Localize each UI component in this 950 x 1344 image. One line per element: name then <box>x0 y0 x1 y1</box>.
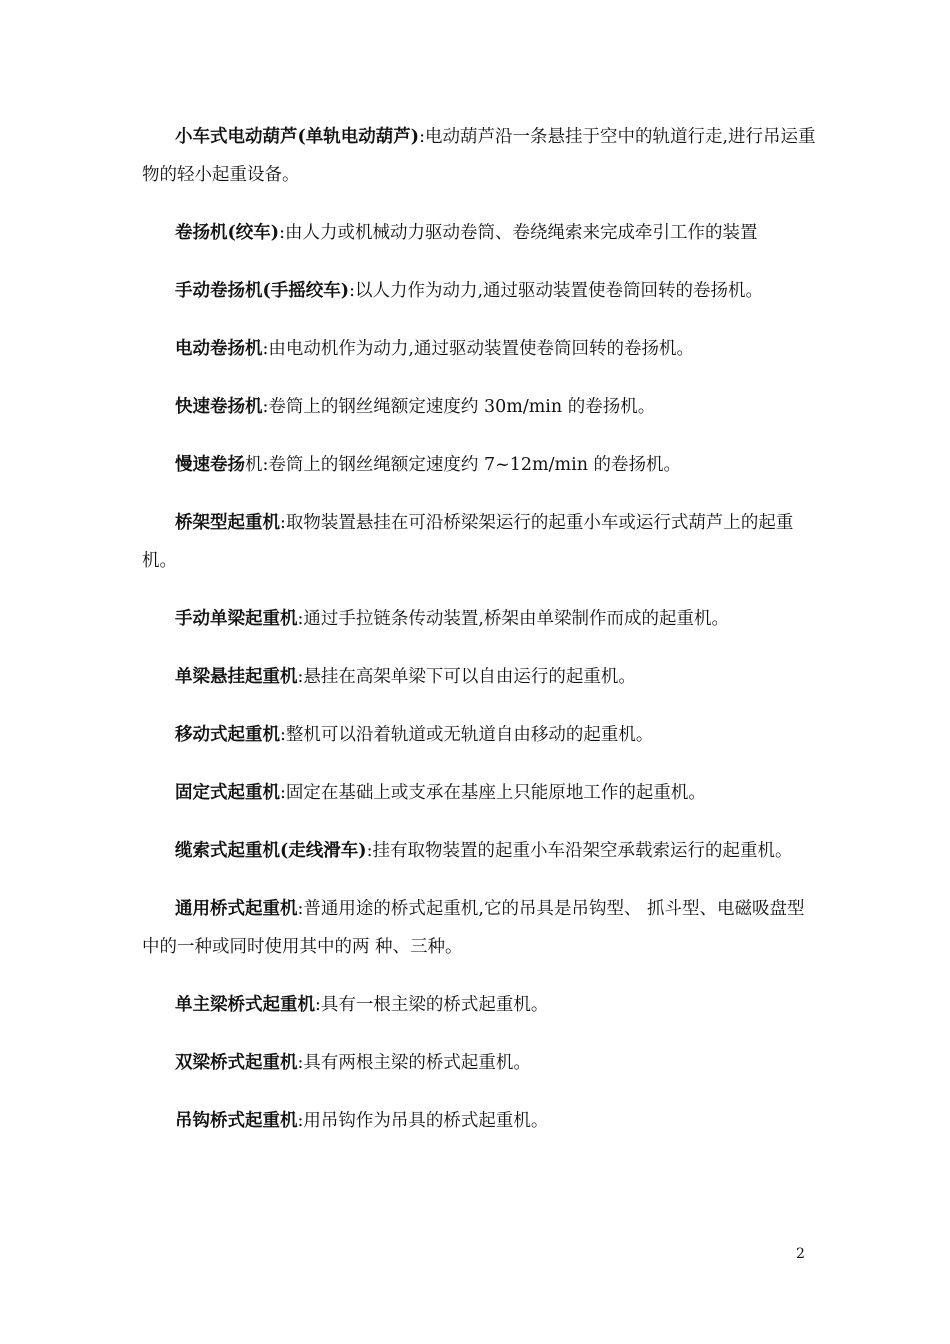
entry-term: 通用桥式起重机 <box>175 899 298 919</box>
entry-term: 吊钩桥式起重机 <box>175 1111 298 1131</box>
entry-fast-winch <box>142 388 817 426</box>
page-number: 2 <box>796 1246 805 1262</box>
entry-term: 手动单梁起重机 <box>175 609 298 629</box>
entry-list <box>142 118 817 1160</box>
entry-term: 手动卷扬机(手摇绞车) <box>175 281 350 301</box>
entry-definition: 机:卷筒上的钢丝绳额定速度约 7~12m/min 的卷扬机。 <box>245 455 682 475</box>
entry-definition: :通过手拉链条传动装置,桥架由单梁制作而成的起重机。 <box>297 609 729 629</box>
entry-general-overhead-crane <box>142 890 817 966</box>
entry-term: 桥架型起重机 <box>175 513 280 533</box>
entry-definition: :电动葫芦沿一条悬挂于空中的轨道行走,进行吊运重物的轻小起重设备。 <box>142 127 816 185</box>
entry-fixed-crane <box>142 774 817 812</box>
entry-definition: :具有一根主梁的桥式起重机。 <box>315 995 549 1015</box>
entry-term: 单梁悬挂起重机 <box>175 667 298 687</box>
entry-term: 卷扬机(绞车) <box>175 223 280 243</box>
entry-term: 固定式起重机 <box>175 783 280 803</box>
entry-definition: :以人力作为动力,通过驱动装置使卷筒回转的卷扬机。 <box>349 281 764 301</box>
entry-definition: :挂有取物装置的起重小车沿架空承载索运行的起重机。 <box>366 841 793 861</box>
entry-term: 单主梁桥式起重机 <box>175 995 315 1015</box>
entry-definition: :普通用途的桥式起重机,它的吊具是吊钩型、 抓斗型、电磁吸盘型中的一种或同时使用其中的两 种、三种。 <box>142 899 805 957</box>
entry-definition: :由人力或机械动力驱动卷筒、卷绕绳索来完成牵引工作的装置 <box>279 223 758 243</box>
entry-manual-winch <box>142 272 817 310</box>
entry-definition: :具有两根主梁的桥式起重机。 <box>297 1053 531 1073</box>
entry-mobile-crane <box>142 716 817 754</box>
entry-definition: :固定在基础上或支承在基座上只能原地工作的起重机。 <box>280 783 706 803</box>
entry-hook-overhead-crane <box>142 1102 817 1140</box>
entry-manual-single-girder-crane <box>142 600 817 638</box>
entry-electric-hoist-trolley <box>142 118 817 194</box>
entry-bridge-type-crane <box>142 504 817 580</box>
entry-definition: :整机可以沿着轨道或无轨道自由移动的起重机。 <box>280 725 654 745</box>
entry-definition: :由电动机作为动力,通过驱动装置使卷筒回转的卷扬机。 <box>262 339 694 359</box>
entry-winch <box>142 214 817 252</box>
entry-electric-winch <box>142 330 817 368</box>
entry-single-main-girder-crane <box>142 986 817 1024</box>
entry-term: 缆索式起重机(走线滑车) <box>175 841 367 861</box>
entry-cable-crane <box>142 832 817 870</box>
entry-definition: :用吊钩作为吊具的桥式起重机。 <box>297 1111 549 1131</box>
entry-definition: :取物装置悬挂在可沿桥梁架运行的起重小车或运行式葫芦上的起重机。 <box>142 513 794 571</box>
entry-term: 电动卷扬机 <box>175 339 263 359</box>
entry-term: 移动式起重机 <box>175 725 280 745</box>
entry-term: 快速卷扬机 <box>175 397 263 417</box>
entry-definition: :卷筒上的钢丝绳额定速度约 30m/min 的卷扬机。 <box>262 397 656 417</box>
entry-term: 小车式电动葫芦(单轨电动葫芦) <box>175 127 420 147</box>
entry-single-girder-suspension-crane <box>142 658 817 696</box>
entry-definition: :悬挂在高架单梁下可以自由运行的起重机。 <box>297 667 636 687</box>
entry-term: 慢速卷扬 <box>175 455 245 475</box>
entry-double-girder-crane <box>142 1044 817 1082</box>
entry-term: 双梁桥式起重机 <box>175 1053 298 1073</box>
entry-slow-winch <box>142 446 817 484</box>
